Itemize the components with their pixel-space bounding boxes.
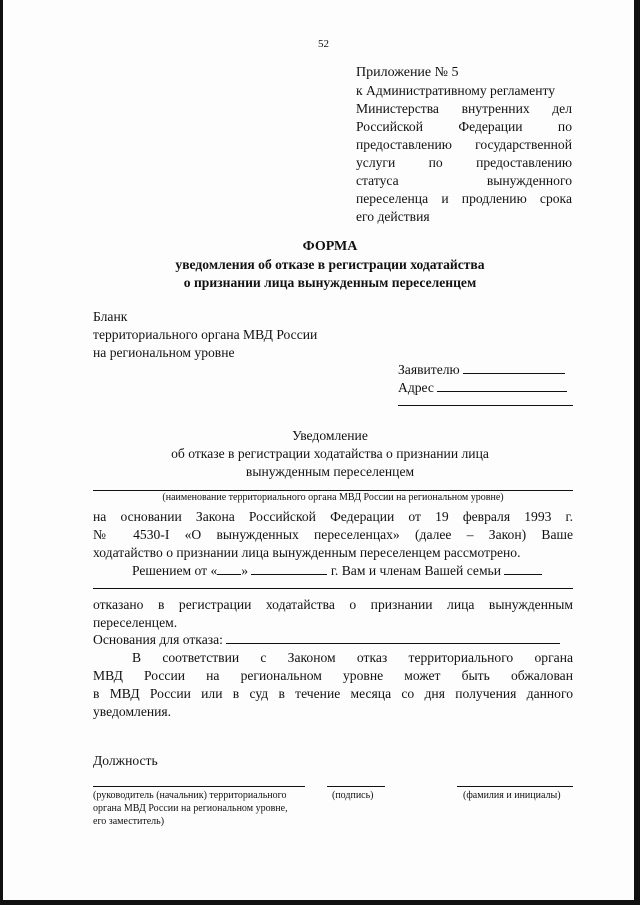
address-label: Адрес [398, 380, 434, 395]
name-line[interactable] [457, 786, 573, 787]
notice-title: Уведомление [292, 428, 368, 443]
scan-border-right [634, 0, 640, 905]
appendix-line-2: Министерства внутренних дел [356, 101, 572, 116]
blank-line-1: Бланк [93, 309, 128, 324]
grounds-field[interactable] [226, 631, 560, 644]
form-heading: ФОРМА [302, 239, 358, 254]
decision-day-field[interactable] [217, 562, 241, 575]
body-line-3: ходатайство о признании лица вынужденным переселенцем рассмотрено. [93, 545, 521, 560]
appendix-line-3: Российской Федерации по [356, 119, 572, 134]
organ-name-line[interactable] [93, 490, 573, 491]
blank-line-3: на региональном уровне [93, 345, 235, 360]
decision-continuation-line[interactable] [93, 588, 573, 589]
appendix-line-6: статуса вынужденного [356, 173, 572, 188]
head-caption-1: (руководитель (начальник) территориального [93, 790, 287, 801]
appendix-line-5: услуги по предоставлению [356, 155, 572, 170]
body-line-2: № 4530-I «О вынужденных переселенцах» (далее – Закон) Ваше [93, 527, 573, 542]
decision-prefix: Решением от « [132, 563, 218, 578]
applicant-row [398, 361, 565, 379]
appendix-line-1: к Административному регламенту [356, 83, 556, 98]
refused-line-2: переселенцем. [93, 615, 178, 630]
appeal-line-2: МВД России на региональном уровне может быть обжалован [93, 668, 573, 683]
body-line-1: на основании Закона Российской Федерации от 19 февраля 1993 г. [93, 509, 573, 524]
form-heading-line-1: уведомления об отказе в регистрации ходатайства [175, 257, 485, 272]
family-field[interactable] [504, 562, 542, 575]
decision-suffix: г. Вам и членам Вашей семьи [330, 563, 502, 578]
signature-line[interactable] [327, 786, 385, 787]
head-signature-line[interactable] [93, 786, 305, 787]
organ-name-caption: (наименование территориального органа МВД России на региональном уровне) [162, 492, 504, 503]
grounds-row [93, 631, 560, 649]
applicant-field[interactable] [463, 361, 565, 374]
head-caption-2: органа МВД России на региональном уровне, [93, 803, 288, 814]
head-caption-3: его заместитель) [93, 816, 165, 827]
scan-border-bottom [0, 900, 640, 905]
position-label: Должность [93, 753, 158, 768]
decision-mid: » [241, 563, 249, 578]
address-field-extra-line[interactable] [398, 405, 573, 406]
form-heading-line-2: о признании лица вынужденным переселенцем [183, 275, 477, 290]
decision-row [132, 562, 542, 580]
notice-line-1: об отказе в регистрации ходатайства о признании лица [171, 446, 489, 461]
appeal-line-3: в МВД России или в суд в течение месяца со дня получения данного [93, 686, 573, 701]
grounds-label: Основания для отказа: [93, 632, 223, 647]
address-field[interactable] [437, 379, 567, 392]
refused-line-1: отказано в регистрации ходатайства о признании лица вынужденным [93, 597, 573, 612]
decision-month-year-field[interactable] [251, 562, 327, 575]
appeal-line-4: уведомления. [93, 704, 172, 719]
applicant-label: Заявителю [398, 362, 460, 377]
page-number: 52 [318, 38, 329, 50]
name-caption: (фамилия и инициалы) [463, 790, 561, 801]
appendix-line-8: его действия [356, 209, 430, 224]
notice-line-2: вынужденным переселенцем [245, 464, 415, 479]
signature-caption: (подпись) [332, 790, 374, 801]
scan-border-left [0, 0, 3, 905]
appendix-title: Приложение № 5 [356, 65, 459, 80]
address-row [398, 379, 567, 397]
appendix-line-7: переселенца и продлению срока [356, 191, 572, 206]
appeal-line-1: В соответствии с Законом отказ территориального органа [132, 650, 573, 665]
blank-line-2: территориального органа МВД России [93, 327, 318, 342]
appendix-line-4: предоставлению государственной [356, 137, 572, 152]
